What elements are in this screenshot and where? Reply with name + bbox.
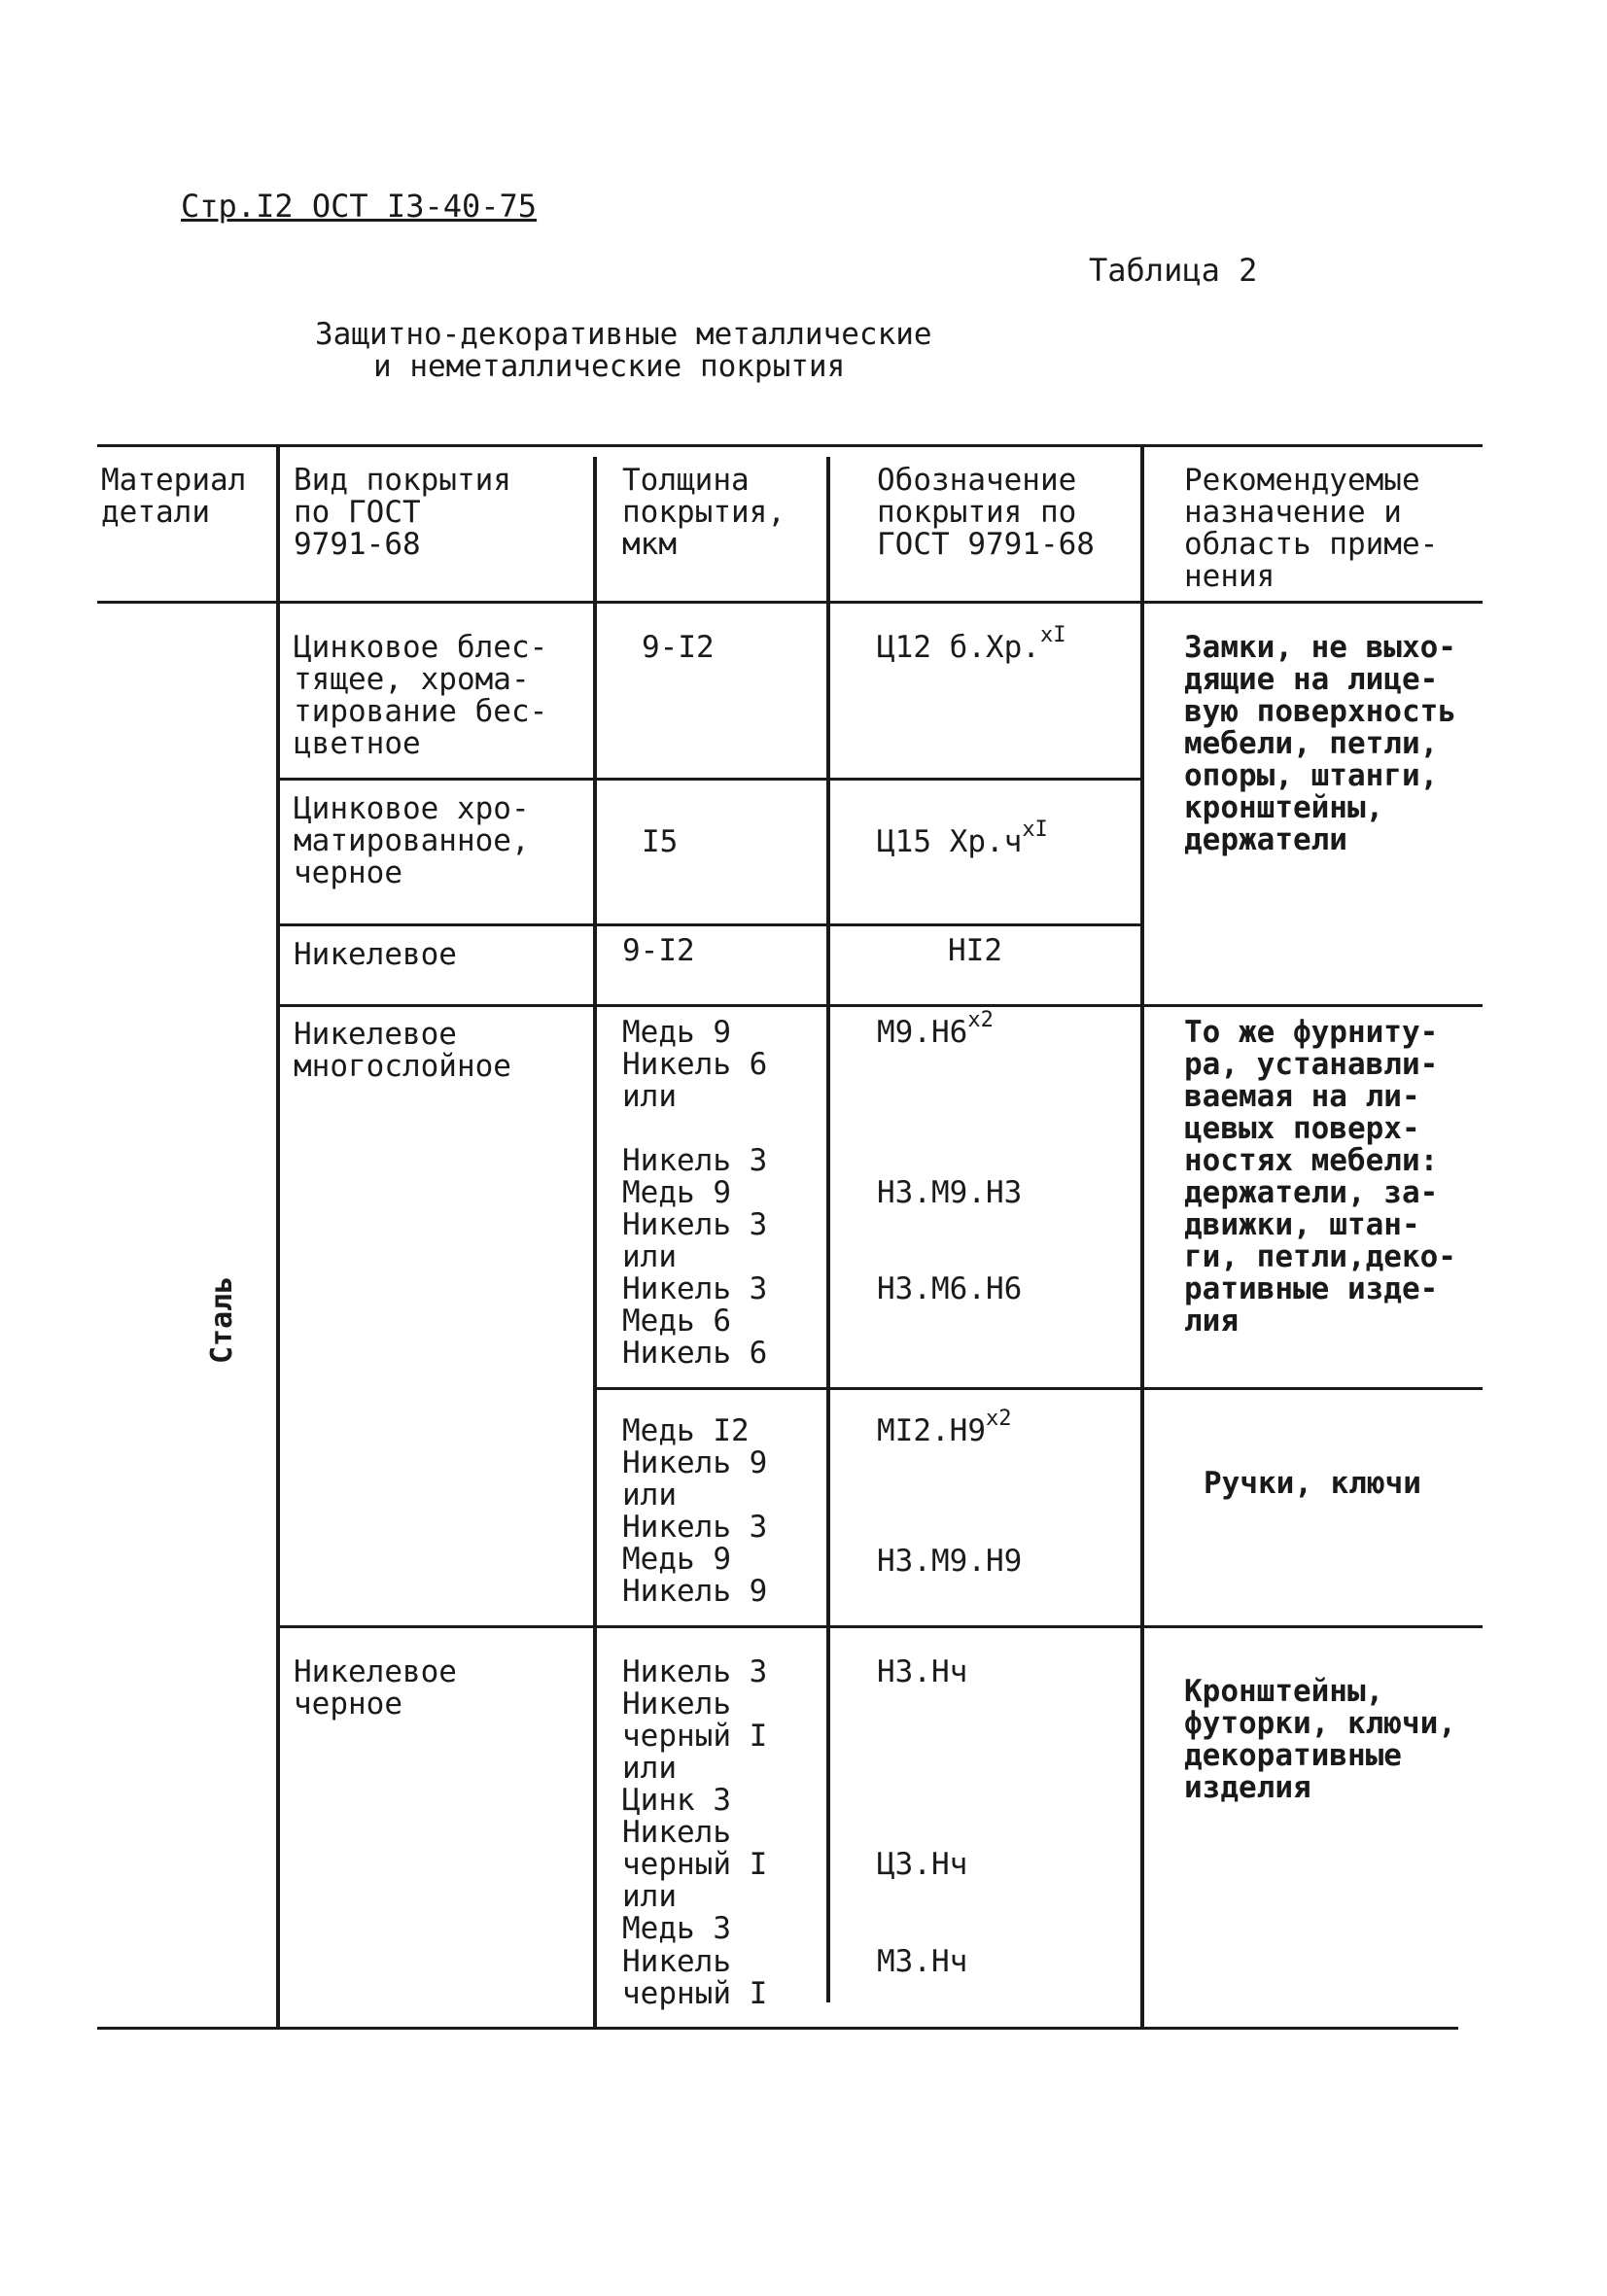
footnote-marker: х2 <box>967 1008 994 1032</box>
designation-text: Ц15 Хр.ч <box>877 824 1023 859</box>
thickness-cell: Никель 3 Медь 6 Никель 6 <box>622 1271 768 1371</box>
header-bottom-rule <box>97 601 1483 604</box>
table-title-line-2: и неметаллические покрытия <box>373 349 846 384</box>
table-bottom-rule <box>97 2027 1458 2030</box>
column-header-coating-type: Вид покрытия по ГОСТ 9791-68 <box>294 463 511 562</box>
column-header-designation: Обозначение покрытия по ГОСТ 9791-68 <box>877 463 1095 562</box>
thickness-cell: I5 <box>642 824 679 859</box>
designation-cell: Н3.Нч <box>877 1654 968 1689</box>
column-header-application: Рекомендуемые назначение и область приме- нения <box>1184 463 1439 594</box>
row-divider <box>280 1004 1483 1007</box>
thickness-cell: Медь I2 Никель 9 или Никель 3 Медь 9 Никель 9 <box>622 1413 768 1609</box>
coating-type-cell: Цинковое блес- тящее, хрома- тирование бес- цветное <box>294 630 548 761</box>
thickness-cell: Никель 3 Медь 9 Никель 3 или <box>622 1143 768 1274</box>
column-rule <box>826 457 830 2002</box>
material-label: Сталь <box>205 1275 239 1364</box>
application-cell: То же фурниту- ра, устанавли- ваемая на ли- цевых поверх- ностях мебели: держатели, за- движки, штан- ги, петли,деко- ративные изде- лия <box>1184 1015 1456 1339</box>
column-rule <box>1140 444 1144 2027</box>
coating-type-cell: Никелевое черное <box>294 1654 457 1722</box>
designation-text: МI2.Н9 <box>877 1413 986 1448</box>
column-rule <box>276 444 280 2027</box>
column-header-thickness: Толщина покрытия, мкм <box>622 463 786 562</box>
table-top-rule <box>97 444 1483 447</box>
thickness-cell: Медь 9 Никель 6 или <box>622 1015 768 1114</box>
table-label: Таблица 2 <box>1089 252 1258 289</box>
designation-cell: Ц3.Нч <box>877 1847 968 1882</box>
designation-text: Ц12 б.Хр. <box>877 630 1040 665</box>
designation-text: М9.Н6 <box>877 1015 968 1050</box>
designation-cell: НI2 <box>948 933 1002 968</box>
designation-cell <box>877 818 1048 861</box>
thickness-cell: 9-I2 <box>642 630 715 665</box>
designation-cell <box>877 623 1066 667</box>
designation-cell <box>877 1008 994 1052</box>
footnote-marker: хI <box>1039 623 1066 647</box>
column-header-material: Материал детали <box>101 463 247 530</box>
coating-type-cell: Никелевое многослойное <box>294 1017 511 1084</box>
coating-type-cell: Цинковое хро- матированное, черное <box>294 791 530 890</box>
page-reference: Стр.I2 ОСТ I3-40-75 <box>181 188 538 225</box>
row-divider <box>280 778 1142 781</box>
application-cell: Кронштейны, футорки, ключи, декоративные изделия <box>1184 1674 1456 1805</box>
designation-cell <box>877 1407 1012 1450</box>
footnote-marker: х2 <box>985 1407 1012 1431</box>
application-cell: Ручки, ключи <box>1204 1466 1421 1501</box>
thickness-cell: Никель черный I <box>622 1944 768 2011</box>
material-cell <box>205 1275 239 1367</box>
table-title-line-1: Защитно-декоративные металлические <box>315 317 932 352</box>
application-cell: Замки, не выхо- дящие на лице- вую поверхность мебели, петли, опоры, штанги, кронштейны, держатели <box>1184 630 1456 857</box>
row-divider <box>280 1625 1483 1628</box>
row-divider <box>593 1387 1483 1390</box>
thickness-cell: Никель черный I или Медь 3 <box>622 1815 768 1946</box>
thickness-cell: 9-I2 <box>622 933 695 968</box>
coating-type-cell: Никелевое <box>294 937 457 972</box>
row-divider <box>280 923 1142 926</box>
designation-cell: Н3.М9.Н3 <box>877 1175 1023 1210</box>
designation-cell: М3.Нч <box>877 1944 968 1979</box>
thickness-cell: Никель 3 Никель черный I или Цинк 3 <box>622 1654 768 1818</box>
designation-cell: Н3.М9.Н9 <box>877 1544 1023 1579</box>
footnote-marker: хI <box>1022 818 1048 842</box>
designation-cell: Н3.М6.Н6 <box>877 1271 1023 1306</box>
column-rule <box>593 457 597 2027</box>
